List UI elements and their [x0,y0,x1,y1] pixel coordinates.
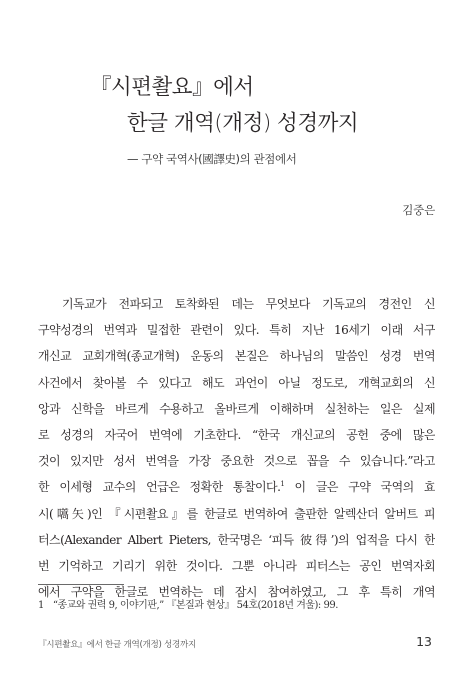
body-line: 번 기억하고 기리기 위한 것이다. 그뿐 아니라 피터스는 공인 번역자회 [38,558,435,573]
article-title-line-2: 한글 개역(개정) 성경까지 [127,111,359,136]
body-line-with-footnote [38,474,435,500]
body-line: 로 성경의 자국어 번역에 기초한다. “한국 개신교의 공헌 중에 많은 [38,427,435,442]
article-title-line-1: 『시편촬요』에서 [90,75,254,100]
footnote-divider [38,584,124,585]
author-name: 김중은 [402,203,435,217]
body-line: 터스(Alexander Albert Pieters, 한국명은 ‘피득 彼得’)의 업적을 다시 한 [38,532,435,547]
footnote-reference[interactable]: 1 [280,480,285,489]
body-line: 시(嚆矢)인 『시편촬요』를 한글로 번역하여 출판한 알렉산더 알버트 피 [38,506,435,521]
body-line: 앙과 신학을 바르게 수용하고 올바르게 이해하며 실천하는 일은 실제 [38,401,435,416]
footnote-text: “종교와 권력 9, 이야기판,” 『본질과 현상』 54호(2018년 겨울): 99. [52,600,338,611]
body-line: 개신교 교회개혁(종교개혁) 운동의 본질은 하나님의 말씀인 성경 번역 [38,349,435,364]
article-subtitle: — 구약 국역사(國譯史)의 관점에서 [127,152,297,166]
body-line: 구약성경의 번역과 밀접한 관련이 있다. 특히 지난 16세기 이래 서구 [38,323,435,338]
body-line-end: 이 글은 구약 국역의 효 [284,480,435,495]
running-footer-title: 『시편촬요』에서 한글 개역(개정) 성경까지 [38,640,197,650]
body-line: 기독교가 전파되고 토착화된 데는 무엇보다 기독교의 경전인 신 [62,297,435,311]
body-line-start: 한 이세형 교수의 언급은 정확한 통찰이다. [38,480,281,495]
footnote [38,596,338,611]
body-paragraph [38,291,435,605]
body-line: 에서 구약을 한글로 번역하는 데 잠시 참여하였고, 그 후 특히 개역 [38,585,435,600]
footnote-number: 1 [38,600,44,611]
body-line: 사건에서 찾아볼 수 있다고 해도 과언이 아닐 정도로, 개혁교회의 신 [38,375,435,390]
body-line: 것이 있지만 성서 번역을 가장 중요한 것으로 꼽을 수 있습니다.”라고 [38,454,435,469]
page-number: 13 [416,634,432,649]
